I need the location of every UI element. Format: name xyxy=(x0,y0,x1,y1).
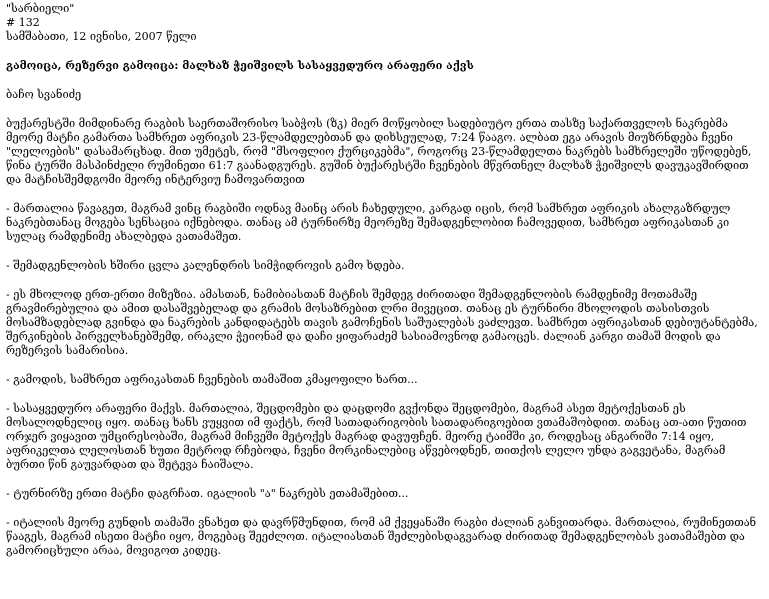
article-paragraph: - სასაყვედურო არაფერი მაქვს. მართალია, შეცდომები და დაცდომი გვქონდა შეცდომები, მაგრამ ასეთ მეტოქესთან ეს მოსალოდნელიც იყო. თანაც ხანს ვუყვით იმ ფაქტს, რომ სათადარიგობის სათადარიგოებით ვთამაშობდით. თანაც ათ-ათი წუთით ორჯერ ვიყავით უმცირესობაში, მაგრამ მიჩვეში მეტოქეს მაგრად დავუფჩენ. მეორე ტაიმში კი, როდესაც ანგარიში 7:14 იყო, აფრიკელთა ლელოსთან ხუთი მეტროდ რჩებოდა, ჩვენი მორკინალებიც აწვებოდნენ, თითქოს ლელო უნდა გაგვეტანა, მაგრამ ბურთი წინ გაუვარდათ და შეტევა ჩაიშალა. xyxy=(6,402,747,471)
article-paragraph: - იტალიის მეორე გუნდის თამაში ვნახეთ და დავრწმუნდით, რომ ამ ქვეყანაში რაგბი ძალიან განვითარდა. მართალია, რუმინეთთან წააგეს, მაგრამ ისეთი მატჩი იყო, მოგებაც შეეძლოთ. იტალიასთან შეძლებისდაგვარად ძირითად შემადგენლობას ვათამაშებთ და გამორიცხული არაა, მოვიგოთ კიდეც. xyxy=(6,516,757,557)
article-paragraph: - მართალია წავაგეთ, მაგრამ ვინც რაგბიში ოდნავ მაინც არის ჩახედული, კარგად იცის, რომ სამხრეთ აფრიკის ახალგაზრდულ ნაკრებთანაც მოგება სენსაცია იქნებოდა. თანაც ამ ტურნირზე მეორეზე შემადგენლობით ჩამოვედით, სამხრეთ აფრიკასთან კი სულაც რამდენიმე ახალბედა ვათამაშეთ. xyxy=(6,202,731,243)
article-paragraph: - შემადგენლობის ხშირი ცვლა კალენდრის სიმჭიდროვის გამო ხდება. xyxy=(6,259,405,272)
article-body xyxy=(6,117,763,558)
publication-date: სამშაბათი, 12 ივნისი, 2007 წელი xyxy=(6,30,197,43)
article-paragraph: ბუქარესტში მიმდინარე რაგბის საერთაშორისო საბჭოს (ზკ) მიერ მოწყობილ სადებიუტო ერთა თასზე საქართველოს ნაკრებმა მეორე მატჩი გამართა სამხრეთ აფრიკის 23-წლამდელებთან და დიხსეულად, 7:24 წააგო. ალბათ ეგა არავის მიუზრნდება ჩვენი "ლელოების" დასამარცხად. მით უმეტეს, რომ "მსოფლიო ქურციკებმა", როგორც 23-წლამდელთა ნაკრებს სამხრელეში უწოდებენ, წინა ტურში მასპინძელი რუმინეთი 61:7 გაანადგურეს. გუშინ ბუქარესტში ჩვენების მწვრთნელ მალხაზ ჭეიშვილს დავუკავშირდით და მატჩისშემდგომი მეორე ინტერვიუ ჩამოვართვით xyxy=(6,117,752,186)
publication-name: "სარბიელი" xyxy=(6,2,75,15)
article-paragraph: - გამოდის, სამხრეთ აფრიკასთან ჩვენების თამაშით კმაყოფილი ხართ... xyxy=(6,373,418,386)
issue-number: # 132 xyxy=(6,16,40,29)
article-paragraph: - ეს მხოლოდ ერთ-ერთი მიზეზია. ამასთან, ნამიბიასთან მატჩის შემდეგ ძირითადი შემადგენლობის რამდენიმე მოთამაშე გრავმირებულია და ამით დასაშვებელად და გრამის მოსაზრებით ლრი მივეცით. თანაც ეს ტურნირი მხოლოდის თასისთვის მოსამზადებლად გვინდა და ნაკრების კანდიდატებს თავის გამოჩენის საშუალებას ვაძლევთ. სამხრეთ აფრიკასთან დებიუტანტებმა, შერკინების პირველხანებშემდ, ირაკლი ჭეიონამ და დაჩი ყიფარაძემ სასიამოვნოდ გამაოცეს. ძალიან კარგი თამაშ მოდის და რეზერვის სამარისია. xyxy=(6,288,758,357)
article-paragraph: - ტურნირზე ერთი მატჩი დაგრჩათ. იგალიის "ა" ნაკრებს ეთამაშებით... xyxy=(6,487,409,500)
article-author: ბაჩო სვანიძე xyxy=(6,88,82,101)
article-title: გამოიცა, რეზერვი გამოიცა: მალხაზ ჭეიშვილს სასაყვედურო არაფერი აქვს xyxy=(6,59,474,72)
